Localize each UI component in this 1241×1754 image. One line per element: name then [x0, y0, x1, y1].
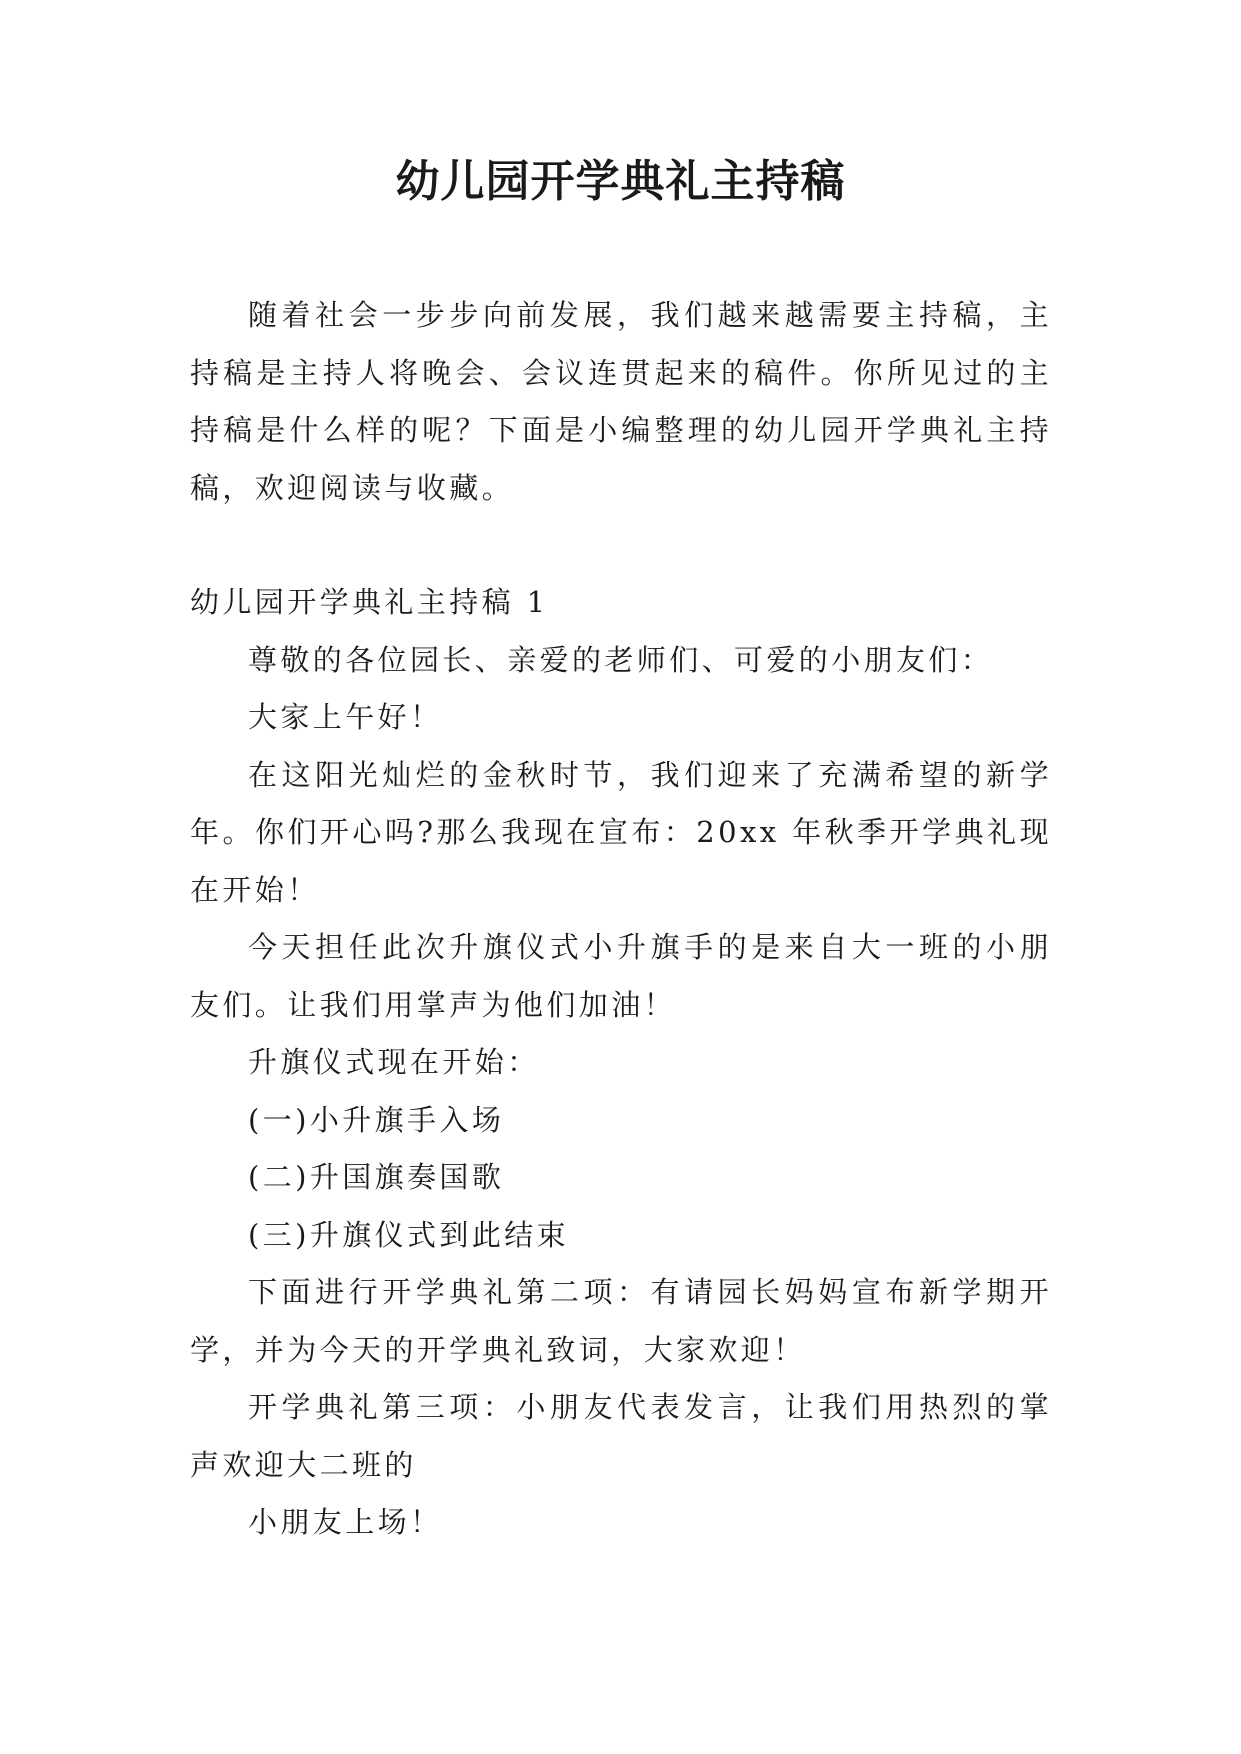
paragraph-good-morning: 大家上午好！	[248, 700, 443, 734]
paragraph-item-three: 开学典礼第三项：小朋友代表发言，让我们用热烈的掌声欢迎大二班的	[190, 1390, 1052, 1482]
list-item-step-3: (三)升旗仪式到此结束	[248, 1217, 570, 1252]
paragraph-flag-ceremony-start: 升旗仪式现在开始：	[248, 1045, 540, 1079]
paragraph-greeting-audience: 尊敬的各位园长、亲爱的老师们、可爱的小朋友们：	[248, 642, 994, 677]
paragraph-item-two: 下面进行开学典礼第二项：有请园长妈妈宣布新学期开学，并为今天的开学典礼致词，大家欢迎！	[190, 1275, 1052, 1367]
document-title: 幼儿园开学典礼主持稿	[395, 156, 846, 207]
paragraph-flag-raisers: 今天担任此次升旗仪式小升旗手的是来自大一班的小朋友们。让我们用掌声为他们加油！	[190, 930, 1052, 1022]
paragraph-child-on-stage: 小朋友上场！	[248, 1505, 443, 1539]
paragraph-opening-announcement: 在这阳光灿烂的金秋时节，我们迎来了充满希望的新学年。你们开心吗?那么我现在宣布：20xx 年秋季开学典礼现在开始！	[190, 757, 1052, 907]
paragraph-spacer	[190, 517, 1052, 574]
section-heading: 幼儿园开学典礼主持稿 1	[190, 585, 549, 619]
list-item-step-2: (二)升国旗奏国歌	[248, 1160, 505, 1194]
list-item-step-1: (一)小升旗手入场	[248, 1102, 505, 1137]
intro-paragraph: 随着社会一步步向前发展，我们越来越需要主持稿，主持稿是主持人将晚会、会议连贯起来的稿件。你所见过的主持稿是什么样的呢？下面是小编整理的幼儿园开学典礼主持稿，欢迎阅读与收藏。	[190, 298, 1052, 505]
document-body	[190, 287, 1052, 1552]
